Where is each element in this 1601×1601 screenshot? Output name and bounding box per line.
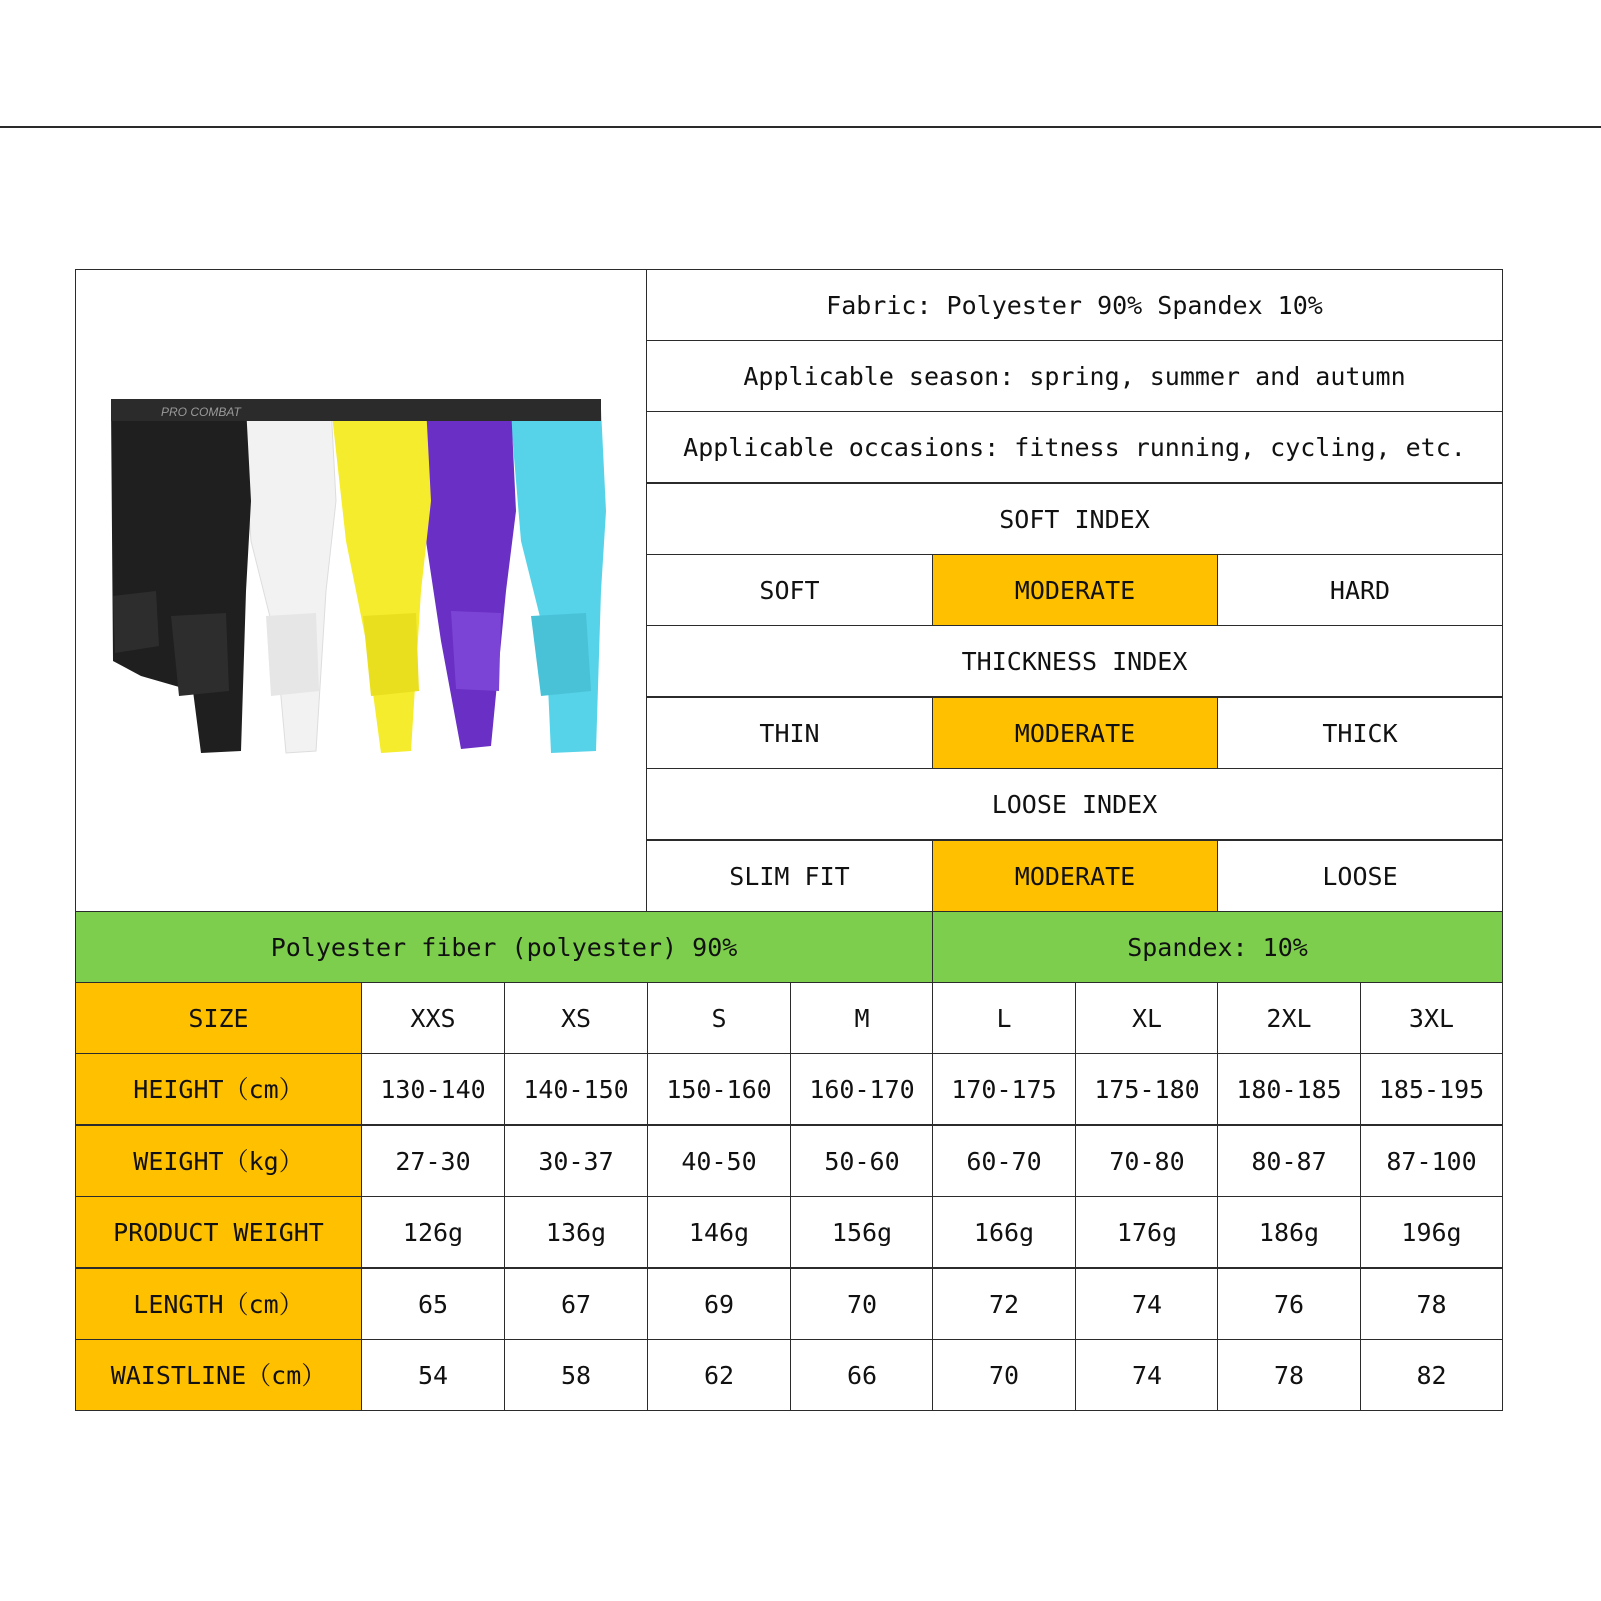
product-photo-cell (75, 269, 647, 912)
thickness-option-thin: THIN (646, 697, 933, 769)
soft-option-moderate: MODERATE (932, 554, 1218, 626)
table-cell: 65 (361, 1268, 505, 1340)
thickness-option-moderate: MODERATE (932, 697, 1218, 769)
table-cell: 156g (790, 1196, 934, 1268)
table-cell: 76 (1217, 1268, 1361, 1340)
size-header-cell: S (647, 982, 791, 1054)
table-cell: 66 (790, 1339, 934, 1411)
row-label-product-weight: PRODUCT WEIGHT (75, 1196, 362, 1268)
size-header-cell: 3XL (1360, 982, 1503, 1054)
pants-cyan (501, 406, 606, 753)
table-cell: 50-60 (790, 1125, 934, 1197)
pants-black (111, 406, 251, 753)
fabric-info: Fabric: Polyester 90% Spandex 10% (646, 269, 1503, 341)
table-cell: 78 (1217, 1339, 1361, 1411)
waistband-text: PRO COMBAT (161, 404, 241, 419)
loose-option-moderate: MODERATE (932, 840, 1218, 912)
table-cell: 62 (647, 1339, 791, 1411)
table-cell: 27-30 (361, 1125, 505, 1197)
table-cell: 80-87 (1217, 1125, 1361, 1197)
table-cell: 70 (790, 1268, 934, 1340)
thickness-option-thick: THICK (1217, 697, 1503, 769)
row-label-height: HEIGHT（cm） (75, 1053, 362, 1125)
pants-purple (421, 406, 516, 749)
table-cell: 30-37 (504, 1125, 648, 1197)
soft-option-hard: HARD (1217, 554, 1503, 626)
size-header-cell: M (790, 982, 934, 1054)
size-header-cell: 2XL (1217, 982, 1361, 1054)
table-cell: 40-50 (647, 1125, 791, 1197)
loose-index-title: LOOSE INDEX (646, 768, 1503, 840)
top-divider (0, 126, 1601, 128)
product-image (101, 391, 621, 791)
size-header-cell: XS (504, 982, 648, 1054)
table-cell: 72 (932, 1268, 1076, 1340)
composition-polyester: Polyester fiber (polyester) 90% (75, 911, 933, 983)
table-cell: 160-170 (790, 1053, 934, 1125)
row-label-waistline: WAISTLINE（cm） (75, 1339, 362, 1411)
season-info: Applicable season: spring, summer and autumn (646, 340, 1503, 412)
soft-index-title: SOFT INDEX (646, 483, 1503, 555)
table-cell: 175-180 (1075, 1053, 1219, 1125)
size-header-cell: L (932, 982, 1076, 1054)
table-cell: 176g (1075, 1196, 1219, 1268)
table-cell: 60-70 (932, 1125, 1076, 1197)
table-cell: 70 (932, 1339, 1076, 1411)
composition-spandex: Spandex: 10% (932, 911, 1503, 983)
table-cell: 87-100 (1360, 1125, 1503, 1197)
table-cell: 54 (361, 1339, 505, 1411)
table-cell: 67 (504, 1268, 648, 1340)
table-cell: 126g (361, 1196, 505, 1268)
size-header-cell: XL (1075, 982, 1219, 1054)
waistbands (111, 399, 601, 421)
table-cell: 146g (647, 1196, 791, 1268)
table-cell: 82 (1360, 1339, 1503, 1411)
table-cell: 196g (1360, 1196, 1503, 1268)
table-cell: 150-160 (647, 1053, 791, 1125)
table-cell: 74 (1075, 1268, 1219, 1340)
loose-option-slim-fit: SLIM FIT (646, 840, 933, 912)
table-cell: 180-185 (1217, 1053, 1361, 1125)
thickness-index-title: THICKNESS INDEX (646, 625, 1503, 697)
row-label-weight: WEIGHT（kg） (75, 1125, 362, 1197)
pants-white (241, 406, 336, 753)
table-cell: 136g (504, 1196, 648, 1268)
table-cell: 58 (504, 1339, 648, 1411)
table-cell: 186g (1217, 1196, 1361, 1268)
loose-option-loose: LOOSE (1217, 840, 1503, 912)
table-cell: 185-195 (1360, 1053, 1503, 1125)
row-label-length: LENGTH（cm） (75, 1268, 362, 1340)
table-cell: 140-150 (504, 1053, 648, 1125)
table-cell: 74 (1075, 1339, 1219, 1411)
size-header-cell: XXS (361, 982, 505, 1054)
table-cell: 70-80 (1075, 1125, 1219, 1197)
size-header-label: SIZE (75, 982, 362, 1054)
table-cell: 78 (1360, 1268, 1503, 1340)
table-cell: 69 (647, 1268, 791, 1340)
pants-yellow (331, 406, 431, 753)
table-cell: 130-140 (361, 1053, 505, 1125)
size-table (75, 982, 1503, 1411)
table-cell: 170-175 (932, 1053, 1076, 1125)
table-cell: 166g (932, 1196, 1076, 1268)
soft-option-soft: SOFT (646, 554, 933, 626)
occasions-info: Applicable occasions: fitness running, cycling, etc. (646, 411, 1503, 483)
product-spec-sheet (75, 269, 1503, 1411)
